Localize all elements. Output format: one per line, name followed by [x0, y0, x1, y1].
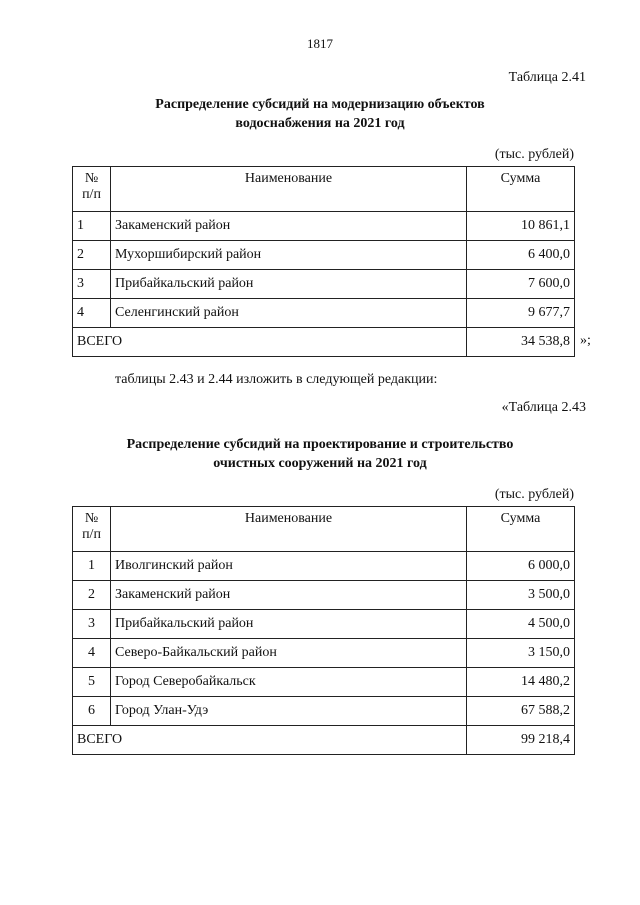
- header-num-line: №: [84, 511, 99, 526]
- total-label: ВСЕГО: [73, 726, 467, 755]
- row-num: 3: [73, 270, 111, 299]
- amendment-paragraph: таблицы 2.43 и 2.44 изложить в следующей редакции:: [115, 372, 438, 387]
- table-row: [73, 610, 575, 639]
- row-name: Селенгинский район: [111, 299, 467, 328]
- header-name: Наименование: [111, 507, 467, 552]
- row-num: 1: [73, 212, 111, 241]
- units-label: (тыс. рублей): [494, 487, 574, 502]
- row-num: 6: [73, 697, 111, 726]
- row-sum: 6 400,0: [467, 241, 575, 270]
- table-row: [73, 639, 575, 668]
- header-name: Наименование: [111, 167, 467, 212]
- row-sum: 3 500,0: [467, 581, 575, 610]
- table-title-line: Распределение субсидий на модернизацию объектов: [155, 97, 485, 112]
- row-sum: 7 600,0: [467, 270, 575, 299]
- table-row: [73, 241, 575, 270]
- table-title-line: Распределение субсидий на проектирование и строительство: [126, 437, 514, 452]
- row-name: Город Северобайкальск: [111, 668, 467, 697]
- subsidy-table: [72, 506, 575, 755]
- page-number: 1817: [307, 36, 333, 51]
- table-total-row: [73, 328, 575, 357]
- row-num: 2: [73, 581, 111, 610]
- row-sum: 4 500,0: [467, 610, 575, 639]
- row-sum: 9 677,7: [467, 299, 575, 328]
- row-name: Закаменский район: [111, 212, 467, 241]
- header-num-line: п/п: [82, 187, 101, 202]
- row-sum: 14 480,2: [467, 668, 575, 697]
- header-sum: Сумма: [467, 507, 575, 552]
- row-name: Мухоршибирский район: [111, 241, 467, 270]
- header-num: [73, 167, 111, 212]
- total-label: ВСЕГО: [73, 328, 467, 357]
- row-num: 3: [73, 610, 111, 639]
- row-name: Прибайкальский район: [111, 270, 467, 299]
- total-sum: 34 538,8: [467, 328, 575, 357]
- table-title-line: очистных сооружений на 2021 год: [213, 456, 427, 471]
- row-sum: 10 861,1: [467, 212, 575, 241]
- table-row: [73, 299, 575, 328]
- table-row: [73, 668, 575, 697]
- closing-quote: »;: [580, 333, 591, 348]
- header-num: [73, 507, 111, 552]
- table-row: [73, 697, 575, 726]
- table-title-line: водоснабжения на 2021 год: [235, 116, 405, 131]
- row-num: 5: [73, 668, 111, 697]
- row-name: Город Улан-Удэ: [111, 697, 467, 726]
- table-row: [73, 552, 575, 581]
- header-num-line: №: [84, 171, 99, 186]
- table-title: [0, 435, 640, 473]
- table-header-row: [73, 167, 575, 212]
- table-total-row: [73, 726, 575, 755]
- row-sum: 67 588,2: [467, 697, 575, 726]
- row-name: Прибайкальский район: [111, 610, 467, 639]
- row-sum: 6 000,0: [467, 552, 575, 581]
- row-sum: 3 150,0: [467, 639, 575, 668]
- table-title: [0, 95, 640, 133]
- row-name: Северо-Байкальский район: [111, 639, 467, 668]
- row-num: 2: [73, 241, 111, 270]
- table-row: [73, 270, 575, 299]
- table-header-row: [73, 507, 575, 552]
- total-sum: 99 218,4: [467, 726, 575, 755]
- table-row: [73, 212, 575, 241]
- header-num-line: п/п: [82, 527, 101, 542]
- table-row: [73, 581, 575, 610]
- row-name: Закаменский район: [111, 581, 467, 610]
- table-label: Таблица 2.41: [508, 70, 586, 85]
- units-label: (тыс. рублей): [494, 147, 574, 162]
- row-num: 4: [73, 639, 111, 668]
- row-name: Иволгинский район: [111, 552, 467, 581]
- header-sum: Сумма: [467, 167, 575, 212]
- row-num: 1: [73, 552, 111, 581]
- subsidy-table: [72, 166, 575, 357]
- table-label: «Таблица 2.43: [501, 400, 586, 415]
- row-num: 4: [73, 299, 111, 328]
